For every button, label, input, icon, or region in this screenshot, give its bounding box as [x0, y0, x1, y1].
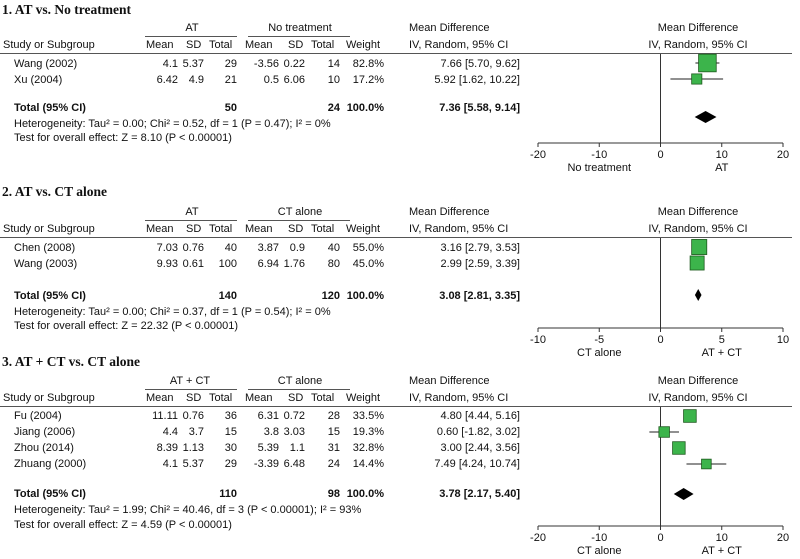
study-name: Wang (2002) [14, 58, 78, 70]
md-ci: 3.16 [2.79, 3.53] [440, 242, 520, 254]
c-mean: 0.5 [263, 74, 279, 86]
panel-title: 1. AT vs. No treatment [2, 2, 131, 17]
e-sd: 3.7 [188, 426, 204, 438]
c-total: 10 [327, 74, 340, 86]
overall-effect: Test for overall effect: Z = 22.32 (P < 0.00001) [14, 320, 239, 332]
e-mean: 6.42 [156, 74, 178, 86]
x-tick-label: -20 [530, 149, 546, 161]
c-total-sum: 98 [327, 488, 340, 500]
x-tick-label: -20 [530, 532, 546, 544]
c-sd: 0.22 [283, 58, 305, 70]
c-total: 80 [327, 258, 340, 270]
weight: 14.4% [352, 458, 384, 470]
md-ci-total: 7.36 [5.58, 9.14] [439, 102, 520, 114]
e-sd: 5.37 [182, 58, 204, 70]
study-name: Fu (2004) [14, 410, 62, 422]
control-group-header: CT alone [277, 206, 323, 218]
c-sd: 1.76 [283, 258, 305, 270]
study-header: Study or Subgroup [3, 392, 95, 404]
mean-header: Mean [245, 223, 273, 235]
md-method-header: IV, Random, 95% CI [409, 223, 509, 235]
study-name: Zhuang (2000) [14, 458, 87, 470]
x-tick-label: 20 [776, 532, 790, 544]
panel-title: 2. AT vs. CT alone [2, 184, 108, 199]
c-mean: -3.39 [253, 458, 279, 470]
total-label: Total (95% CI) [14, 290, 86, 302]
pooled-diamond [674, 488, 694, 500]
c-total: 24 [327, 458, 340, 470]
weight: 17.2% [352, 74, 384, 86]
e-mean: 9.93 [156, 258, 178, 270]
c-sd: 0.9 [289, 242, 305, 254]
e-total-sum: 140 [218, 290, 237, 302]
md-ci: 5.92 [1.62, 10.22] [434, 74, 520, 86]
weight-sum: 100.0% [346, 488, 384, 500]
favours-left-label: CT alone [577, 545, 622, 557]
pooled-diamond [695, 111, 717, 123]
pooled-diamond [695, 289, 702, 301]
favours-right-label: AT + CT [701, 545, 742, 557]
c-mean: 6.31 [257, 410, 279, 422]
plot-method-header: IV, Random, 95% CI [648, 39, 748, 51]
control-group-header: No treatment [268, 22, 332, 34]
c-total-sum: 24 [327, 102, 340, 114]
md-method-header: IV, Random, 95% CI [409, 392, 509, 404]
c-total: 28 [327, 410, 340, 422]
study-name: Wang (2003) [14, 258, 78, 270]
c-sd: 1.1 [289, 442, 305, 454]
mean-header: Mean [146, 223, 174, 235]
weight: 45.0% [352, 258, 384, 270]
c-total-sum: 120 [321, 290, 340, 302]
e-sd: 4.9 [188, 74, 204, 86]
e-total: 15 [224, 426, 237, 438]
e-mean: 4.1 [162, 58, 178, 70]
forest-plot-1 [528, 0, 800, 180]
experimental-group-header: AT + CT [169, 375, 211, 387]
e-total: 36 [224, 410, 237, 422]
total-header: Total [209, 392, 233, 404]
x-tick-label: 10 [776, 334, 790, 346]
total-label: Total (95% CI) [14, 102, 86, 114]
c-mean: 3.87 [257, 242, 279, 254]
effect-square [702, 459, 712, 469]
weight: 82.8% [352, 58, 384, 70]
total-header: Total [209, 39, 233, 51]
sd-header: SD [186, 392, 202, 404]
mean-header: Mean [245, 39, 273, 51]
effect-square [692, 239, 707, 254]
weight-header: Weight [346, 39, 381, 51]
effect-square [673, 442, 686, 455]
e-sd: 0.76 [182, 242, 204, 254]
c-sd: 6.48 [283, 458, 305, 470]
mean-header: Mean [146, 39, 174, 51]
x-tick-label: 5 [718, 334, 725, 346]
sd-header: SD [186, 39, 202, 51]
c-sd: 3.03 [283, 426, 305, 438]
c-mean: 3.8 [263, 426, 279, 438]
total-header: Total [311, 39, 335, 51]
c-total: 31 [327, 442, 340, 454]
weight: 19.3% [352, 426, 384, 438]
favours-right-label: AT + CT [701, 347, 742, 359]
plot-method-header: IV, Random, 95% CI [648, 392, 748, 404]
md-ci: 2.99 [2.59, 3.39] [440, 258, 520, 270]
x-tick-label: 0 [657, 532, 664, 544]
md-ci: 7.66 [5.70, 9.62] [440, 58, 520, 70]
weight: 33.5% [352, 410, 384, 422]
effect-square [684, 410, 697, 423]
sd-header: SD [288, 39, 304, 51]
forest-plot-2 [528, 184, 800, 364]
e-mean: 4.1 [162, 458, 178, 470]
md-ci: 4.80 [4.44, 5.16] [440, 410, 520, 422]
mean-header: Mean [245, 392, 273, 404]
e-mean: 7.03 [156, 242, 178, 254]
x-tick-label: -10 [591, 532, 608, 544]
total-header: Total [209, 223, 233, 235]
study-name: Zhou (2014) [14, 442, 74, 454]
c-total: 14 [327, 58, 340, 70]
c-sd: 6.06 [283, 74, 305, 86]
experimental-group-header: AT [185, 22, 199, 34]
total-header: Total [311, 392, 335, 404]
e-total-sum: 50 [224, 102, 237, 114]
x-tick-label: 0 [657, 149, 664, 161]
e-total: 30 [224, 442, 237, 454]
overall-effect: Test for overall effect: Z = 8.10 (P < 0.00001) [14, 132, 232, 144]
total-label: Total (95% CI) [14, 488, 86, 500]
weight: 55.0% [352, 242, 384, 254]
weight-sum: 100.0% [346, 102, 384, 114]
e-mean: 4.4 [162, 426, 178, 438]
control-group-header: CT alone [277, 375, 323, 387]
favours-left-label: No treatment [567, 162, 632, 174]
panel-title: 3. AT + CT vs. CT alone [2, 354, 140, 369]
heterogeneity: Heterogeneity: Tau² = 1.99; Chi² = 40.46, df = 3 (P < 0.00001); I² = 93% [14, 504, 362, 516]
c-total: 40 [327, 242, 340, 254]
effect-square [692, 74, 702, 84]
c-mean: -3.56 [253, 58, 279, 70]
e-total: 21 [224, 74, 237, 86]
forest-plot-3 [528, 350, 800, 559]
experimental-group-header: AT [185, 206, 199, 218]
md-ci: 0.60 [-1.82, 3.02] [436, 426, 520, 438]
study-name: Jiang (2006) [14, 426, 76, 438]
mean-header: Mean [146, 392, 174, 404]
favours-left-label: CT alone [577, 347, 622, 359]
e-total: 29 [224, 58, 237, 70]
md-header: Mean Difference [409, 22, 490, 34]
study-name: Chen (2008) [14, 242, 76, 254]
study-header: Study or Subgroup [3, 223, 95, 235]
md-header: Mean Difference [409, 375, 490, 387]
x-tick-label: 10 [715, 532, 728, 544]
c-mean: 5.39 [257, 442, 279, 454]
plot-title: Mean Difference [657, 22, 739, 34]
heterogeneity: Heterogeneity: Tau² = 0.00; Chi² = 0.37, df = 1 (P = 0.54); I² = 0% [14, 306, 331, 318]
x-tick-label: -5 [594, 334, 605, 346]
c-sd: 0.72 [283, 410, 305, 422]
sd-header: SD [288, 392, 304, 404]
e-sd: 5.37 [182, 458, 204, 470]
e-sd: 0.61 [182, 258, 204, 270]
weight: 32.8% [352, 442, 384, 454]
total-header: Total [311, 223, 335, 235]
weight-sum: 100.0% [346, 290, 384, 302]
md-ci-total: 3.78 [2.17, 5.40] [439, 488, 520, 500]
e-total: 40 [224, 242, 237, 254]
c-mean: 6.94 [257, 258, 279, 270]
plot-title: Mean Difference [657, 375, 739, 387]
weight-header: Weight [346, 223, 381, 235]
e-total: 100 [218, 258, 237, 270]
study-header: Study or Subgroup [3, 39, 95, 51]
md-ci: 7.49 [4.24, 10.74] [434, 458, 520, 470]
x-tick-label: 0 [657, 334, 664, 346]
x-tick-label: 10 [715, 149, 728, 161]
favours-right-label: AT [715, 162, 729, 174]
weight-header: Weight [346, 392, 381, 404]
e-total-sum: 110 [219, 488, 237, 500]
plot-title: Mean Difference [657, 206, 739, 218]
md-ci-total: 3.08 [2.81, 3.35] [439, 290, 520, 302]
x-tick-label: 20 [776, 149, 790, 161]
e-mean: 11.11 [152, 410, 178, 422]
heterogeneity: Heterogeneity: Tau² = 0.00; Chi² = 0.52, df = 1 (P = 0.47); I² = 0% [14, 118, 331, 130]
effect-square [699, 54, 717, 72]
sd-header: SD [186, 223, 202, 235]
plot-method-header: IV, Random, 95% CI [648, 223, 748, 235]
e-sd: 0.76 [182, 410, 204, 422]
e-total: 29 [224, 458, 237, 470]
c-total: 15 [327, 426, 340, 438]
md-method-header: IV, Random, 95% CI [409, 39, 509, 51]
study-name: Xu (2004) [14, 74, 63, 86]
x-tick-label: -10 [530, 334, 546, 346]
sd-header: SD [288, 223, 304, 235]
overall-effect: Test for overall effect: Z = 4.59 (P < 0.00001) [14, 519, 232, 531]
effect-square [690, 256, 704, 270]
md-header: Mean Difference [409, 206, 490, 218]
x-tick-label: -10 [591, 149, 608, 161]
md-ci: 3.00 [2.44, 3.56] [440, 442, 520, 454]
e-mean: 8.39 [156, 442, 178, 454]
effect-square [659, 427, 670, 438]
e-sd: 1.13 [182, 442, 204, 454]
